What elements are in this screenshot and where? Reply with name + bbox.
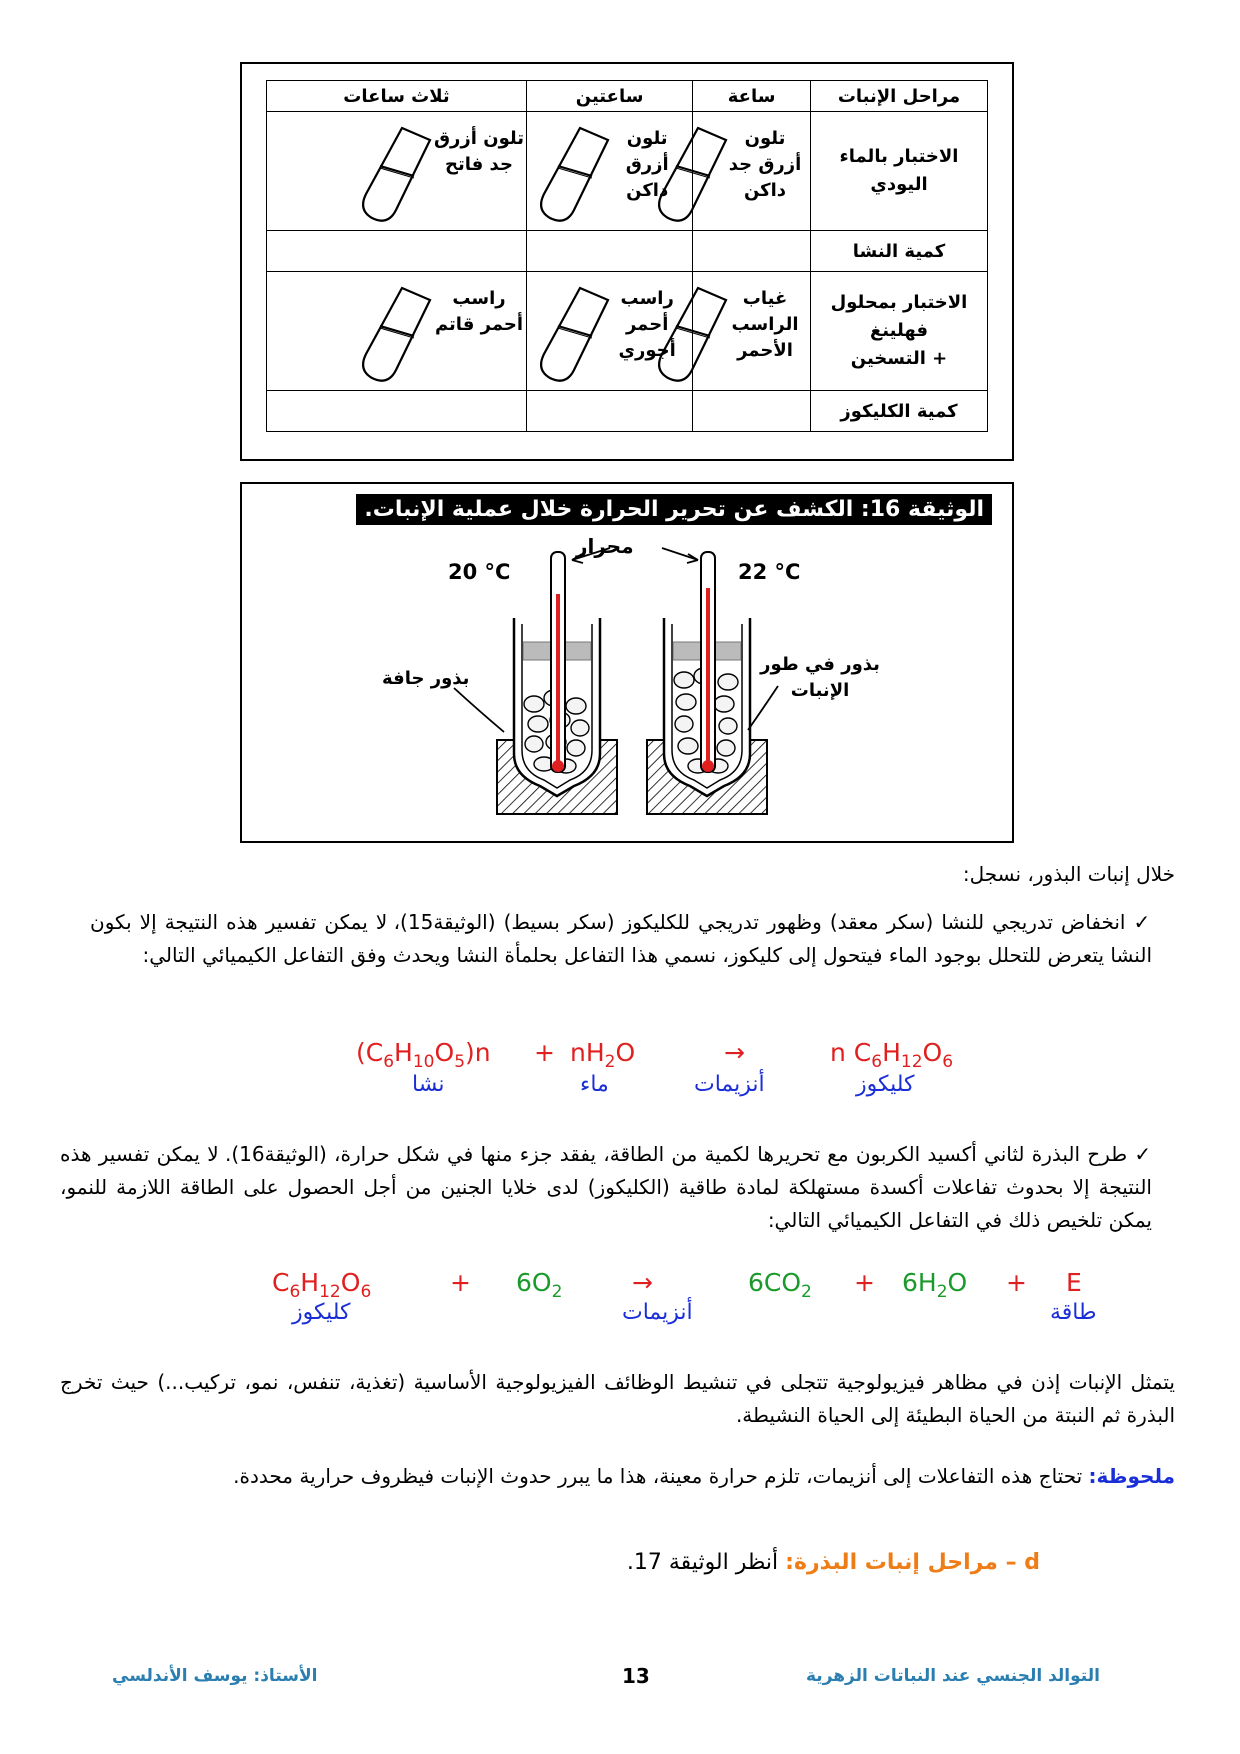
intro-line: خلال إنبات البذور، نسجل: (962, 862, 1175, 886)
table-row-starch-qty (267, 231, 988, 272)
eq2-label-glucose: كليكوز (292, 1300, 351, 1325)
table-header-row (267, 81, 988, 112)
temperature-dry-seeds: 20 °C (448, 560, 511, 584)
dry-seeds-label: بذور جافة (382, 668, 470, 689)
eq2-plus-3: + (1006, 1268, 1027, 1297)
section-d-heading (620, 1550, 1040, 1575)
stage-fehling-line3: + التسخين (850, 348, 948, 369)
eq2-label-energy: طاقة (1050, 1300, 1097, 1325)
test-tube-icon (358, 124, 434, 224)
eq1-arrow: → (724, 1038, 745, 1067)
cell-iodine-1h (693, 112, 811, 231)
eq2-oxygen: $6O_2$ (516, 1268, 563, 1302)
starch-quantity-label: كمية النشا (811, 231, 988, 272)
germinating-seeds-label (760, 652, 880, 704)
header-stages: مراحل الإنبات (811, 81, 988, 112)
thermometer-label: محرار (576, 534, 634, 558)
temperature-germinating-seeds: 22 °C (738, 560, 801, 584)
stage-iodine-line1: الاختبار بالماء (839, 146, 959, 167)
eq1-plus: + (534, 1038, 555, 1067)
eq1-water: $nH_2O$ (570, 1038, 636, 1072)
cell-iodine-3h (267, 112, 527, 231)
eq1-starch: $(C_6H_{10}O_5)n$ (356, 1038, 491, 1072)
eq1-glucose: n $C_6H_{12}O_6$ (830, 1038, 954, 1072)
empty-cell (526, 391, 692, 432)
eq1-label-glucose: كليكوز (856, 1072, 915, 1097)
empty-cell (267, 231, 527, 272)
cell-iodine-2h (526, 112, 692, 231)
eq2-co2: $6CO_2$ (748, 1268, 812, 1302)
stage-fehling (811, 272, 988, 391)
cell-text: أزرق (625, 154, 669, 175)
germinating-label-line2: الإنبات (790, 680, 850, 701)
table-row-iodine (267, 112, 988, 231)
header-three-hours: ثلاث ساعات (267, 81, 527, 112)
doc15-table-frame (240, 62, 1014, 461)
cell-fehling-1h (693, 272, 811, 391)
empty-cell (693, 391, 811, 432)
germination-table (266, 80, 988, 432)
flask-dry-seeds (497, 552, 617, 814)
page-number: 13 (622, 1664, 650, 1688)
note-paragraph (60, 1460, 1175, 1493)
header-one-hour: ساعة (693, 81, 811, 112)
eq2-plus-2: + (854, 1268, 875, 1297)
cell-text: داكن (743, 180, 787, 201)
table-row-glucose-qty (267, 391, 988, 432)
note-label: ملحوظة: (1088, 1464, 1175, 1488)
cell-text: غياب (742, 288, 788, 309)
eq2-label-enzymes: أنزيمات (622, 1300, 693, 1325)
cell-text: داكن (626, 180, 669, 201)
empty-cell (526, 231, 692, 272)
test-tube-icon (536, 124, 612, 224)
section-d-title: d – مراحل إنبات البذرة: (785, 1550, 1040, 1575)
doc16-title: الوثيقة 16: الكشف عن تحرير الحرارة خلال عملية الإنبات. (356, 494, 992, 525)
point-starch-hydrolysis: ✓ انخفاض تدريجي للنشا (سكر معقد) وظهور تدريجي للكليكوز (سكر بسيط) (الوثيقة15)، لا يمكن تفسير هذه النتيجة إلا بكون النشا يتعرض للتحلل بوجود الماء فيتحول إلى كليكوز، نسمي هذا التفاعل بحلمأة النشا ويحدث وفق التفاعل الكيميائي التالي: (90, 910, 1152, 967)
eq2-glucose: $C_6H_{12}O_6$ (272, 1268, 372, 1302)
stage-fehling-line1: الاختبار بمحلول (830, 292, 968, 313)
doc16-frame (240, 482, 1014, 843)
eq1-label-starch: نشا (412, 1072, 445, 1097)
eq2-arrow: → (632, 1268, 653, 1297)
cell-fehling-2h (526, 272, 692, 391)
cell-text: تلون أزرق (433, 128, 524, 149)
cell-text: تلون (744, 128, 786, 149)
table-row-fehling (267, 272, 988, 391)
stage-fehling-line2: فهلينغ (869, 320, 928, 341)
cell-text: أزرق جد (728, 154, 802, 175)
cell-text: جد فاتح (445, 154, 513, 175)
cell-text: الراسب (731, 314, 799, 335)
cell-text: أجوري (618, 340, 676, 361)
cell-fehling-3h (267, 272, 527, 391)
stage-iodine (811, 112, 988, 231)
flask-germinating-seeds (647, 552, 767, 814)
eq1-label-enzymes: أنزيمات (694, 1072, 765, 1097)
cell-text: راسب (452, 288, 506, 309)
stage-iodine-line2: اليودي (870, 174, 928, 195)
germination-summary: يتمثل الإنبات إذن في مظاهر فيزيولوجية تتجلى في تنشيط الوظائف الفيزيولوجية الأساسية (تغذية، تنفس، نمو، تركيب...) حيث تخرج البذرة ثم النبتة من الحياة البطيئة إلى الحياة النشيطة. (60, 1370, 1175, 1427)
eq1-label-water: ماء (580, 1072, 609, 1097)
germinating-label-line1: بذور في طور (760, 654, 880, 675)
glucose-quantity-label: كمية الكليكوز (811, 391, 988, 432)
cell-text: راسب (620, 288, 674, 309)
cell-text: الأحمر (737, 340, 793, 361)
point-respiration: ✓ طرح البذرة لثاني أكسيد الكربون مع تحريرها لكمية من الطاقة، يفقد جزء منها في شكل حرارة، (الوثيقة16). لا يمكن تفسير هذه النتيجة إلا بحدوث تفاعلات أكسدة مستهلكة لمادة طاقية (الكليكوز) لدى خلايا الجنين من أجل الحصول على الطاقة اللازمة للنمو، يمكن تلخيص ذلك في التفاعل الكيميائي التالي: (60, 1142, 1152, 1232)
test-tube-icon (536, 284, 612, 384)
cell-text: أحمر (625, 314, 669, 335)
test-tube-icon (358, 284, 434, 384)
section-d-reference: أنظر الوثيقة 17. (626, 1550, 786, 1575)
note-body: تحتاج هذه التفاعلات إلى أنزيمات، تلزم حرارة معينة، هذا ما يبرر حدوث الإنبات فيظروف حرارية محددة. (233, 1464, 1089, 1488)
header-two-hours: ساعتين (526, 81, 692, 112)
eq2-energy: E (1066, 1268, 1082, 1297)
footer-course-title: التوالد الجنسي عند النباتات الزهرية (806, 1666, 1100, 1686)
cell-text: تلون (626, 128, 668, 149)
empty-cell (693, 231, 811, 272)
eq2-water: $6H_2O$ (902, 1268, 968, 1302)
empty-cell (267, 391, 527, 432)
eq2-plus-1: + (450, 1268, 471, 1297)
cell-text: أحمر قاتم (434, 314, 524, 335)
footer-teacher-name: الأستاذ: يوسف الأندلسي (112, 1666, 318, 1686)
